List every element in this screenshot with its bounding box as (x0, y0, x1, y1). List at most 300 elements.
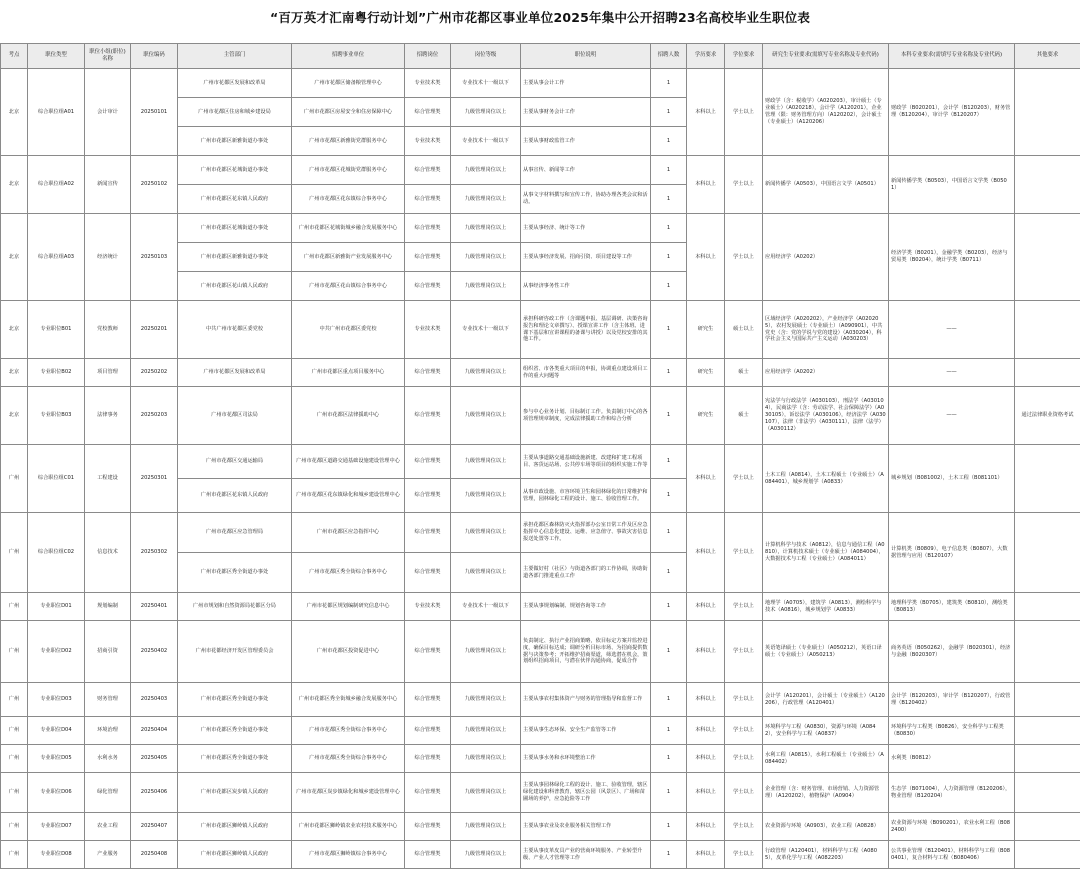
headcount-cell: 1 (651, 813, 687, 841)
undergrad-major-cell: 城乡规划（B081002），土木工程（B081101） (889, 445, 1015, 513)
headcount-cell: 1 (651, 359, 687, 387)
post-category-cell: 综合管理类 (405, 621, 451, 683)
degree-cell: 硕士 (725, 359, 763, 387)
table-row (1, 156, 1080, 185)
description-cell: 组织省、市各类重大项目的申报，协调重点建设项目工作的重大问题等 (521, 359, 651, 387)
post-category-cell: 综合管理类 (405, 745, 451, 773)
other-requirements-cell (1015, 813, 1080, 841)
description-cell: 主要从事皮革皮具产业的营商环境服务、产业转型升级、产业人才管理等工作 (521, 841, 651, 869)
table-row (1, 813, 1080, 841)
table-row (1, 773, 1080, 813)
table-row (1, 387, 1080, 445)
undergrad-major-cell: —— (889, 301, 1015, 359)
description-cell: 从事宣传、新闻等工作 (521, 156, 651, 185)
post-grade-cell: 九级管理岗位以上 (451, 243, 521, 272)
position-code-cell: 20250405 (131, 745, 178, 773)
employer-cell: 广州市花都区花山镇综合事务中心 (292, 272, 405, 301)
post-category-cell: 综合管理类 (405, 98, 451, 127)
description-cell: 参与中心业务计划、目标制订工作。负责制订中心的各项管理规章制度，完成法律援助工作和综合分析 (521, 387, 651, 445)
other-requirements-cell (1015, 683, 1080, 717)
undergrad-major-cell: 财政学（B020201），会计学（B120203），财务管理（B120204），审计学（B120207） (889, 69, 1015, 156)
other-requirements-cell (1015, 621, 1080, 683)
undergrad-major-cell: 环境科学与工程类（B0826），安全科学与工程类（B0830） (889, 717, 1015, 745)
headcount-cell: 1 (651, 841, 687, 869)
other-requirements-cell (1015, 841, 1080, 869)
employer-cell: 广州市花都区房屋安全和住房保障中心 (292, 98, 405, 127)
table-row (1, 745, 1080, 773)
degree-cell: 学士以上 (725, 214, 763, 301)
department-cell: 广州市花都区花东镇人民政府 (178, 185, 292, 214)
education-cell: 研究生 (687, 387, 725, 445)
degree-cell: 学士以上 (725, 717, 763, 745)
other-requirements-cell (1015, 513, 1080, 593)
exam-location-cell: 北京 (1, 359, 28, 387)
employer-cell: 中共广州市花都区委党校 (292, 301, 405, 359)
position-name-cell: 绿化管理 (85, 773, 131, 813)
post-category-cell: 综合管理类 (405, 185, 451, 214)
headcount-cell: 1 (651, 773, 687, 813)
post-grade-cell: 九级管理岗位以上 (451, 359, 521, 387)
headcount-cell: 1 (651, 301, 687, 359)
employer-cell: 广州市花都区花城街党群服务中心 (292, 156, 405, 185)
post-grade-cell: 专业技术十一级以下 (451, 127, 521, 156)
employer-cell: 广州市花都区道路交通基础设施建设管理中心 (292, 445, 405, 479)
post-category-cell: 综合管理类 (405, 156, 451, 185)
headcount-cell: 1 (651, 553, 687, 593)
employer-cell: 广州市花都区炭步镇绿化和城乡建设管理中心 (292, 773, 405, 813)
undergrad-major-cell: 公共事业管理（B120401），材料科学与工程（B080401），复合材料与工程（B080406） (889, 841, 1015, 869)
position-name-cell: 农业工程 (85, 813, 131, 841)
department-cell: 广州市花都区狮岭镇人民政府 (178, 813, 292, 841)
exam-location-cell: 北京 (1, 69, 28, 156)
position-name-cell: 招商引资 (85, 621, 131, 683)
graduate-major-cell: 新闻传播学（A0503），中国语言文学（A0501） (763, 156, 889, 214)
table-row (1, 513, 1080, 553)
undergrad-major-cell: 计算机类（B0809），电子信息类（B0807），大数据管理与应用（B120107） (889, 513, 1015, 593)
education-cell: 本科以上 (687, 745, 725, 773)
post-category-cell: 专业技术类 (405, 127, 451, 156)
post-grade-cell: 九级管理岗位以上 (451, 683, 521, 717)
graduate-major-cell: 宪法学与行政法学（A030103），刑法学（A030104），民商法学（含：劳动法学、社会保障法学）（A030105），诉讼法学（A030106），经济法学（A030107），法律（非法学）（A030111），法律（法学）（A030112） (763, 387, 889, 445)
description-cell: 主要从事财务会计工作 (521, 98, 651, 127)
table-row (1, 69, 1080, 98)
post-grade-cell: 专业技术十一级以下 (451, 69, 521, 98)
recruitment-table (0, 43, 1080, 869)
employer-cell: 广州市花都区应急指挥中心 (292, 513, 405, 553)
department-cell: 广州市花都区花东镇人民政府 (178, 479, 292, 513)
undergrad-major-cell: 地理科学类（B0705），建筑类（B0810），测绘类（B0813） (889, 593, 1015, 621)
position-type-cell: 专业职位B03 (28, 387, 85, 445)
post-grade-cell: 九级管理岗位以上 (451, 445, 521, 479)
department-cell: 广州市花都区秀全街道办事处 (178, 683, 292, 717)
exam-location-cell: 广州 (1, 621, 28, 683)
column-header: 其他要求 (1015, 44, 1080, 69)
position-code-cell: 20250201 (131, 301, 178, 359)
position-type-cell: 综合职位组A03 (28, 214, 85, 301)
headcount-cell: 1 (651, 513, 687, 553)
other-requirements-cell (1015, 717, 1080, 745)
headcount-cell: 1 (651, 156, 687, 185)
position-type-cell: 专业职位D04 (28, 717, 85, 745)
exam-location-cell: 广州 (1, 717, 28, 745)
exam-location-cell: 广州 (1, 745, 28, 773)
table-row (1, 683, 1080, 717)
post-grade-cell: 九级管理岗位以上 (451, 621, 521, 683)
description-cell: 从事经济事务性工作 (521, 272, 651, 301)
column-header: 职位说明 (521, 44, 651, 69)
table-row (1, 717, 1080, 745)
graduate-major-cell: 企业管理（含：财务管理、市场营销、人力资源管理）（A120202），植物保护（A0904） (763, 773, 889, 813)
exam-location-cell: 北京 (1, 214, 28, 301)
undergrad-major-cell: —— (889, 387, 1015, 445)
table-row (1, 841, 1080, 869)
description-cell: 主要从事农村集体资产与财务的管理指导和监督工作 (521, 683, 651, 717)
description-cell: 承担科研咨政工作（含课题申报、基层调研、决策咨询报告和理论文章撰写）、授课宣讲工作（含主体班、进课下基层和宣讲课程的备课与讲授）以及党校安排的其他工作。 (521, 301, 651, 359)
other-requirements-cell (1015, 69, 1080, 156)
degree-cell: 学士以上 (725, 156, 763, 214)
post-grade-cell: 九级管理岗位以上 (451, 813, 521, 841)
undergrad-major-cell: 会计学（B120203），审计学（B120207），行政管理（B120402） (889, 683, 1015, 717)
graduate-major-cell: 行政管理（A120401），材料科学与工程（A0805），皮革化学与工程（A082203） (763, 841, 889, 869)
department-cell: 广州市花都区住房和城乡建设局 (178, 98, 292, 127)
degree-cell: 学士以上 (725, 813, 763, 841)
graduate-major-cell: 地理学（A0705），建筑学（A0813），测绘科学与技术（A0816），城乡规划学（A0833） (763, 593, 889, 621)
department-cell: 广州市花都区新雅街道办事处 (178, 127, 292, 156)
description-cell: 主要从事农业及农业服务相关管理工作 (521, 813, 651, 841)
headcount-cell: 1 (651, 69, 687, 98)
table-row (1, 359, 1080, 387)
headcount-cell: 1 (651, 445, 687, 479)
position-code-cell: 20250102 (131, 156, 178, 214)
education-cell: 本科以上 (687, 621, 725, 683)
column-header: 岗位等级 (451, 44, 521, 69)
post-grade-cell: 九级管理岗位以上 (451, 98, 521, 127)
description-cell: 主要从事财政监管工作 (521, 127, 651, 156)
post-grade-cell: 九级管理岗位以上 (451, 841, 521, 869)
description-cell: 主要做好村（社区）与街道各部门的工作协调，协助街道各部门推进重点工作 (521, 553, 651, 593)
position-name-cell: 财务管理 (85, 683, 131, 717)
department-cell: 广州市花都区新雅街道办事处 (178, 243, 292, 272)
degree-cell: 学士以上 (725, 445, 763, 513)
graduate-major-cell: 计算机科学与技术（A0812），信息与通信工程（A0810），计算机技术硕士（专业硕士）（A084004），大数据技术与工程（专业硕士）（A084011） (763, 513, 889, 593)
position-code-cell: 20250302 (131, 513, 178, 593)
education-cell: 本科以上 (687, 717, 725, 745)
post-grade-cell: 九级管理岗位以上 (451, 479, 521, 513)
other-requirements-cell (1015, 745, 1080, 773)
education-cell: 研究生 (687, 359, 725, 387)
employer-cell: 广州市花都区新雅街产业发展服务中心 (292, 243, 405, 272)
position-name-cell: 环境治理 (85, 717, 131, 745)
headcount-cell: 1 (651, 98, 687, 127)
position-code-cell: 20250403 (131, 683, 178, 717)
description-cell: 负责制定、执行产业招商策略，依目标定方案并监控进度，确保目标达成；调研分析目标市场、为招商提供数据与决策参考；开拓维护招商渠道，筛选潜在机会，策划组织招商项目，与潜在伙伴沟通协商，促成合作 (521, 621, 651, 683)
description-cell: 主要从事道路交通基础设施新建、改建和扩建工程项目、客货运站场、公共停车场等项目的组织实施工作等 (521, 445, 651, 479)
degree-cell: 学士以上 (725, 593, 763, 621)
post-category-cell: 综合管理类 (405, 813, 451, 841)
department-cell: 广州市花都区花城街道办事处 (178, 156, 292, 185)
education-cell: 本科以上 (687, 813, 725, 841)
employer-cell: 广州市花都区法律援助中心 (292, 387, 405, 445)
department-cell: 广州市花都区发展和改革局 (178, 69, 292, 98)
employer-cell: 广州市花都区花城街城乡融合发展服务中心 (292, 214, 405, 243)
position-code-cell: 20250202 (131, 359, 178, 387)
post-category-cell: 综合管理类 (405, 359, 451, 387)
position-name-cell: 党校教师 (85, 301, 131, 359)
position-code-cell: 20250407 (131, 813, 178, 841)
post-grade-cell: 九级管理岗位以上 (451, 272, 521, 301)
position-name-cell: 工程建设 (85, 445, 131, 513)
headcount-cell: 1 (651, 387, 687, 445)
description-cell: 承担花都区森林防灭火指挥部办公室日常工作及区应急指挥中心信息化建设、运维、应急值守、事故灾害信息报送处置等工作。 (521, 513, 651, 553)
position-type-cell: 专业职位B01 (28, 301, 85, 359)
position-code-cell: 20250401 (131, 593, 178, 621)
exam-location-cell: 广州 (1, 841, 28, 869)
degree-cell: 学士以上 (725, 683, 763, 717)
undergrad-major-cell: 农业资源与环境（B090201），农业水利工程（B082400） (889, 813, 1015, 841)
degree-cell: 学士以上 (725, 69, 763, 156)
position-code-cell: 20250203 (131, 387, 178, 445)
exam-location-cell: 北京 (1, 156, 28, 214)
headcount-cell: 1 (651, 272, 687, 301)
position-name-cell: 法律事务 (85, 387, 131, 445)
department-cell: 广州市规划和自然资源局花都区分局 (178, 593, 292, 621)
education-cell: 本科以上 (687, 214, 725, 301)
department-cell: 广州市花都区花山镇人民政府 (178, 272, 292, 301)
headcount-cell: 1 (651, 621, 687, 683)
undergrad-major-cell: —— (889, 359, 1015, 387)
degree-cell: 学士以上 (725, 841, 763, 869)
headcount-cell: 1 (651, 127, 687, 156)
undergrad-major-cell: 水利类（B0812） (889, 745, 1015, 773)
exam-location-cell: 北京 (1, 301, 28, 359)
headcount-cell: 1 (651, 243, 687, 272)
position-name-cell: 项目管理 (85, 359, 131, 387)
employer-cell: 广州市花都区狮岭镇农业农村技术服务中心 (292, 813, 405, 841)
position-name-cell: 产业服务 (85, 841, 131, 869)
table-row (1, 621, 1080, 683)
description-cell: 主要从事水务和水环境整治工作 (521, 745, 651, 773)
position-type-cell: 综合职位组C01 (28, 445, 85, 513)
post-category-cell: 综合管理类 (405, 214, 451, 243)
position-code-cell: 20250408 (131, 841, 178, 869)
column-header: 职位小组(职位)名称 (85, 44, 131, 69)
post-category-cell: 专业技术类 (405, 301, 451, 359)
other-requirements-cell (1015, 445, 1080, 513)
position-type-cell: 专业职位D07 (28, 813, 85, 841)
employer-cell: 广州市花都区秀全街综合事务中心 (292, 553, 405, 593)
position-code-cell: 20250101 (131, 69, 178, 156)
graduate-major-cell: 财政学（含：税收学）（A020203），审计硕士（专业硕士）（A020218），会计学（A120201），企业管理（限：财务管理方向）（A120202），会计硕士（专业硕士）（A120206） (763, 69, 889, 156)
position-type-cell: 专业职位D02 (28, 621, 85, 683)
headcount-cell: 1 (651, 593, 687, 621)
position-code-cell: 20250301 (131, 445, 178, 513)
graduate-major-cell: 会计学（A120201），会计硕士（专业硕士）（A120206），行政管理（A120401） (763, 683, 889, 717)
undergrad-major-cell: 经济学类（B0201），金融学类（B0203），经济与贸易类（B0204），统计学类（B0711） (889, 214, 1015, 301)
department-cell: 广州市花都区花城街道办事处 (178, 214, 292, 243)
graduate-major-cell: 区域经济学（A020202），产业经济学（A020205），农村发展硕士（专业硕士）（A090901），中共党史（含：党的学说与党的建设）（A030204），科学社会主义与国际共产主义运动（A030203） (763, 301, 889, 359)
graduate-major-cell: 应用经济学（A0202） (763, 214, 889, 301)
department-cell: 广州市花都经济开发区管理委员会 (178, 621, 292, 683)
other-requirements-cell (1015, 301, 1080, 359)
position-type-cell: 专业职位D06 (28, 773, 85, 813)
description-cell: 从事市政设施、市容环境卫生和园林绿化的日常维护和管理，园林绿化工程的设计、施工、验收管理工作。 (521, 479, 651, 513)
exam-location-cell: 北京 (1, 387, 28, 445)
post-grade-cell: 九级管理岗位以上 (451, 387, 521, 445)
education-cell: 本科以上 (687, 841, 725, 869)
position-code-cell: 20250103 (131, 214, 178, 301)
degree-cell: 学士以上 (725, 745, 763, 773)
column-header: 主管部门 (178, 44, 292, 69)
exam-location-cell: 广州 (1, 445, 28, 513)
post-grade-cell: 专业技术十一级以下 (451, 593, 521, 621)
position-name-cell: 会计审计 (85, 69, 131, 156)
degree-cell: 硕士以上 (725, 301, 763, 359)
position-type-cell: 专业职位D01 (28, 593, 85, 621)
post-category-cell: 综合管理类 (405, 387, 451, 445)
department-cell: 广州市花都区应急管理局 (178, 513, 292, 553)
department-cell: 广州市花都区秀全街道办事处 (178, 745, 292, 773)
graduate-major-cell: 农业资源与环境（A0903），农业工程（A0828） (763, 813, 889, 841)
column-header: 职位编码 (131, 44, 178, 69)
exam-location-cell: 广州 (1, 683, 28, 717)
exam-location-cell: 广州 (1, 513, 28, 593)
other-requirements-cell: 通过法律职业资格考试 (1015, 387, 1080, 445)
post-category-cell: 综合管理类 (405, 717, 451, 745)
employer-cell: 广州市花都区狮岭镇综合事务中心 (292, 841, 405, 869)
department-cell: 中共广州市花都区委党校 (178, 301, 292, 359)
post-category-cell: 综合管理类 (405, 553, 451, 593)
education-cell: 本科以上 (687, 683, 725, 717)
position-type-cell: 专业职位D03 (28, 683, 85, 717)
employer-cell: 广州市花都区秀全街综合事务中心 (292, 717, 405, 745)
position-type-cell: 专业职位D05 (28, 745, 85, 773)
position-type-cell: 专业职位B02 (28, 359, 85, 387)
department-cell: 广州市花都区发展和改革局 (178, 359, 292, 387)
graduate-major-cell: 水利工程（A0815），水利工程硕士（专业硕士）（A084402） (763, 745, 889, 773)
description-cell: 主要从事经济、统计等工作 (521, 214, 651, 243)
post-category-cell: 综合管理类 (405, 445, 451, 479)
post-category-cell: 综合管理类 (405, 841, 451, 869)
other-requirements-cell (1015, 773, 1080, 813)
position-type-cell: 综合职位组A02 (28, 156, 85, 214)
graduate-major-cell: 土木工程（A0814），土木工程硕士（专业硕士）（A084401），城乡规划学（A0833） (763, 445, 889, 513)
table-row (1, 445, 1080, 479)
undergrad-major-cell: 生态学（B071004），人力资源管理（B120206），物业管理（B120204） (889, 773, 1015, 813)
post-category-cell: 综合管理类 (405, 513, 451, 553)
degree-cell: 学士以上 (725, 773, 763, 813)
description-cell: 主要从事规划编制、规划咨询等工作 (521, 593, 651, 621)
employer-cell: 广州市花都区投资促进中心 (292, 621, 405, 683)
page-title: “百万英才汇南粤行动计划”广州市花都区事业单位2025年集中公开招聘23名高校毕业生职位表 (269, 10, 811, 25)
employer-cell: 广州市花都区规划编制研究信息中心 (292, 593, 405, 621)
column-header: 招聘人数 (651, 44, 687, 69)
education-cell: 本科以上 (687, 593, 725, 621)
column-header: 研究生专业要求(需填写专业名称及专业代码) (763, 44, 889, 69)
education-cell: 本科以上 (687, 513, 725, 593)
post-grade-cell: 九级管理岗位以上 (451, 156, 521, 185)
headcount-cell: 1 (651, 745, 687, 773)
position-type-cell: 综合职位组C02 (28, 513, 85, 593)
description-cell: 主要从事会计工作 (521, 69, 651, 98)
headcount-cell: 1 (651, 185, 687, 214)
table-row (1, 593, 1080, 621)
position-code-cell: 20250404 (131, 717, 178, 745)
position-type-cell: 专业职位D08 (28, 841, 85, 869)
table-row (1, 214, 1080, 243)
description-cell: 从事文字材料撰写和宣传工作，协助办理各类会议和活动。 (521, 185, 651, 214)
column-header: 招聘岗位 (405, 44, 451, 69)
employer-cell: 广州市花都区储备粮管理中心 (292, 69, 405, 98)
post-category-cell: 综合管理类 (405, 243, 451, 272)
department-cell: 广州市花都区秀全街道办事处 (178, 717, 292, 745)
post-grade-cell: 九级管理岗位以上 (451, 745, 521, 773)
column-header: 学历要求 (687, 44, 725, 69)
education-cell: 本科以上 (687, 156, 725, 214)
position-name-cell: 经济统计 (85, 214, 131, 301)
employer-cell: 广州市花都区重点项目服务中心 (292, 359, 405, 387)
post-grade-cell: 九级管理岗位以上 (451, 717, 521, 745)
column-header: 招聘事业单位 (292, 44, 405, 69)
post-category-cell: 专业技术类 (405, 593, 451, 621)
position-name-cell: 水利水务 (85, 745, 131, 773)
undergrad-major-cell: 商务英语（B050262），金融学（B020301），经济与金融（B020307） (889, 621, 1015, 683)
department-cell: 广州市花都区炭步镇人民政府 (178, 773, 292, 813)
description-cell: 主要从事经济发展、招商引资、项目建设等工作 (521, 243, 651, 272)
other-requirements-cell (1015, 156, 1080, 214)
undergrad-major-cell: 新闻传播学类（B0503），中国语言文学类（B0501） (889, 156, 1015, 214)
headcount-cell: 1 (651, 214, 687, 243)
headcount-cell: 1 (651, 479, 687, 513)
exam-location-cell: 广州 (1, 773, 28, 813)
post-grade-cell: 专业技术十一级以下 (451, 301, 521, 359)
table-header-row (1, 44, 1080, 69)
employer-cell: 广州市花都区秀全街城乡融合发展服务中心 (292, 683, 405, 717)
department-cell: 广州市花都区交通运输局 (178, 445, 292, 479)
column-header: 本科专业要求(需填写专业名称及专业代码) (889, 44, 1015, 69)
education-cell: 研究生 (687, 301, 725, 359)
post-grade-cell: 九级管理岗位以上 (451, 214, 521, 243)
other-requirements-cell (1015, 593, 1080, 621)
degree-cell: 学士以上 (725, 513, 763, 593)
graduate-major-cell: 英语笔译硕士（专业硕士）（A050212），英语口译硕士（专业硕士）（A050213） (763, 621, 889, 683)
table-row (1, 301, 1080, 359)
headcount-cell: 1 (651, 717, 687, 745)
employer-cell: 广州市花都区新雅街党群服务中心 (292, 127, 405, 156)
position-name-cell: 新闻宣传 (85, 156, 131, 214)
position-name-cell: 规划编制 (85, 593, 131, 621)
department-cell: 广州市花都区司法局 (178, 387, 292, 445)
other-requirements-cell (1015, 359, 1080, 387)
degree-cell: 硕士 (725, 387, 763, 445)
post-grade-cell: 九级管理岗位以上 (451, 773, 521, 813)
position-type-cell: 综合职位组A01 (28, 69, 85, 156)
post-grade-cell: 九级管理岗位以上 (451, 553, 521, 593)
post-grade-cell: 九级管理岗位以上 (451, 185, 521, 214)
department-cell: 广州市花都区秀全街道办事处 (178, 553, 292, 593)
post-category-cell: 专业技术类 (405, 69, 451, 98)
employer-cell: 广州市花都区秀全街综合事务中心 (292, 745, 405, 773)
department-cell: 广州市花都区狮岭镇人民政府 (178, 841, 292, 869)
graduate-major-cell: 环境科学与工程（A0830），资源与环境（A0842），安全科学与工程（A0837） (763, 717, 889, 745)
exam-location-cell: 广州 (1, 593, 28, 621)
post-category-cell: 综合管理类 (405, 683, 451, 717)
exam-location-cell: 广州 (1, 813, 28, 841)
education-cell: 本科以上 (687, 69, 725, 156)
degree-cell: 学士以上 (725, 621, 763, 683)
education-cell: 本科以上 (687, 445, 725, 513)
headcount-cell: 1 (651, 683, 687, 717)
position-name-cell: 信息技术 (85, 513, 131, 593)
